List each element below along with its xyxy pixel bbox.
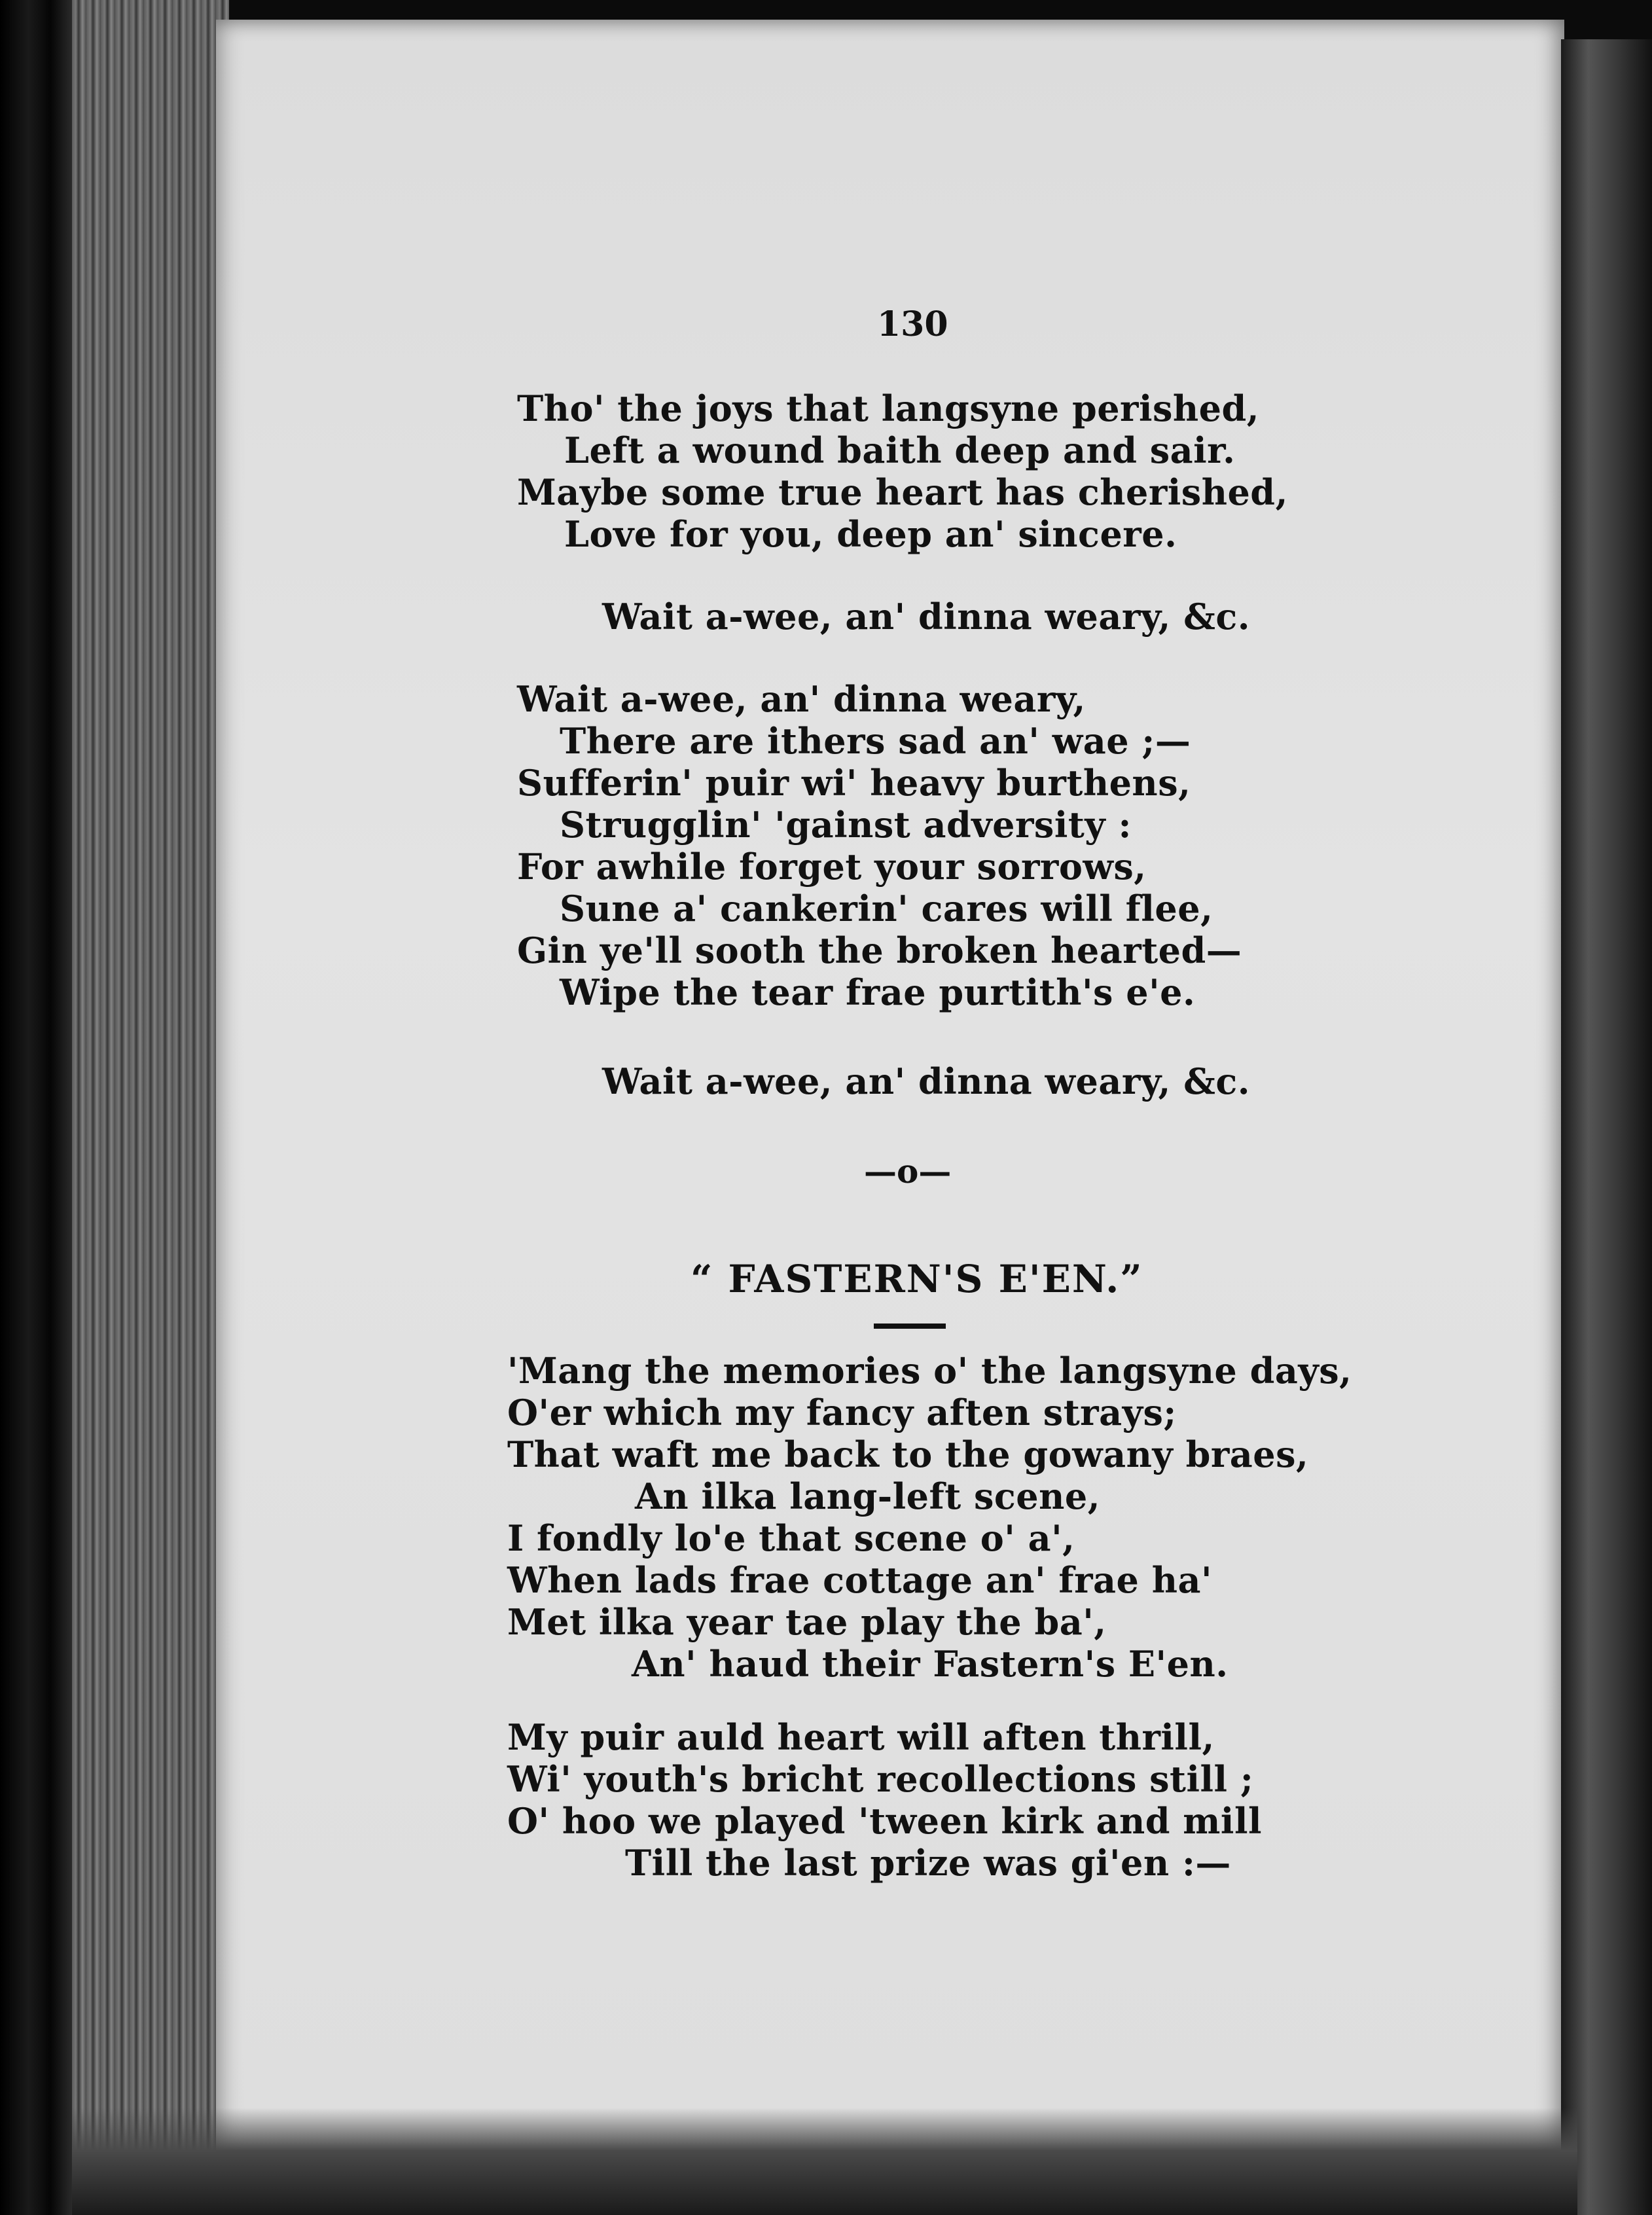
stanza-4-line-1: My puir auld heart will aften thrill, [507,1716,1215,1758]
stanza-3-line-6: When lads frae cottage an' frae ha' [507,1559,1212,1601]
section-divider: —o— [864,1152,952,1191]
stanza-3-line-1: 'Mang the memories o' the langsyne days, [507,1350,1352,1392]
stanza-1-line-4: Love for you, deep an' sincere. [564,513,1177,555]
poem-title: “ FASTERN'S E'EN.” [691,1257,1143,1301]
stanza-2-line-3: Sufferin' puir wi' heavy burthens, [517,762,1191,804]
stanza-2-line-7: Gin ye'll sooth the broken hearted— [517,929,1242,971]
stanza-4-line-4: Till the last prize was gi'en :— [625,1842,1231,1884]
stanza-1-line-1: Tho' the joys that langsyne perished, [517,387,1260,429]
stanza-1-line-3: Maybe some true heart has cherished, [517,471,1288,513]
title-rule [874,1324,946,1329]
stanza-3-line-3: That waft me back to the gowany braes, [507,1433,1309,1475]
stanza-3-line-8: An' haud their Fastern's E'en. [632,1643,1229,1685]
stanza-2-line-1: Wait a-wee, an' dinna weary, [517,678,1086,720]
stanza-2-line-4: Strugglin' 'gainst adversity : [560,804,1132,846]
stanza-3-line-5: I fondly lo'e that scene o' a', [507,1517,1075,1559]
stanza-4-line-2: Wi' youth's bricht recollections still ; [507,1758,1254,1800]
chorus-2: Wait a-wee, an' dinna weary, &c. [602,1060,1251,1102]
page-number: 130 [877,304,948,344]
stanza-3-line-4: An ilka lang-left scene, [635,1475,1101,1517]
stanza-4-line-3: O' hoo we played 'tween kirk and mill [507,1800,1262,1842]
stanza-3-line-2: O'er which my fancy aften strays; [507,1392,1177,1433]
stanza-3-line-7: Met ilka year tae play the ba', [507,1601,1107,1643]
chorus-1: Wait a-wee, an' dinna weary, &c. [602,596,1251,638]
stanza-2-line-2: There are ithers sad an' wae ;— [560,720,1191,762]
stanza-2-line-8: Wipe the tear frae purtith's e'e. [560,971,1196,1013]
stanza-2-line-5: For awhile forget your sorrows, [517,846,1147,888]
stanza-2-line-6: Sune a' cankerin' cares will flee, [560,888,1213,929]
stanza-1-line-2: Left a wound baith deep and sair. [564,429,1236,471]
